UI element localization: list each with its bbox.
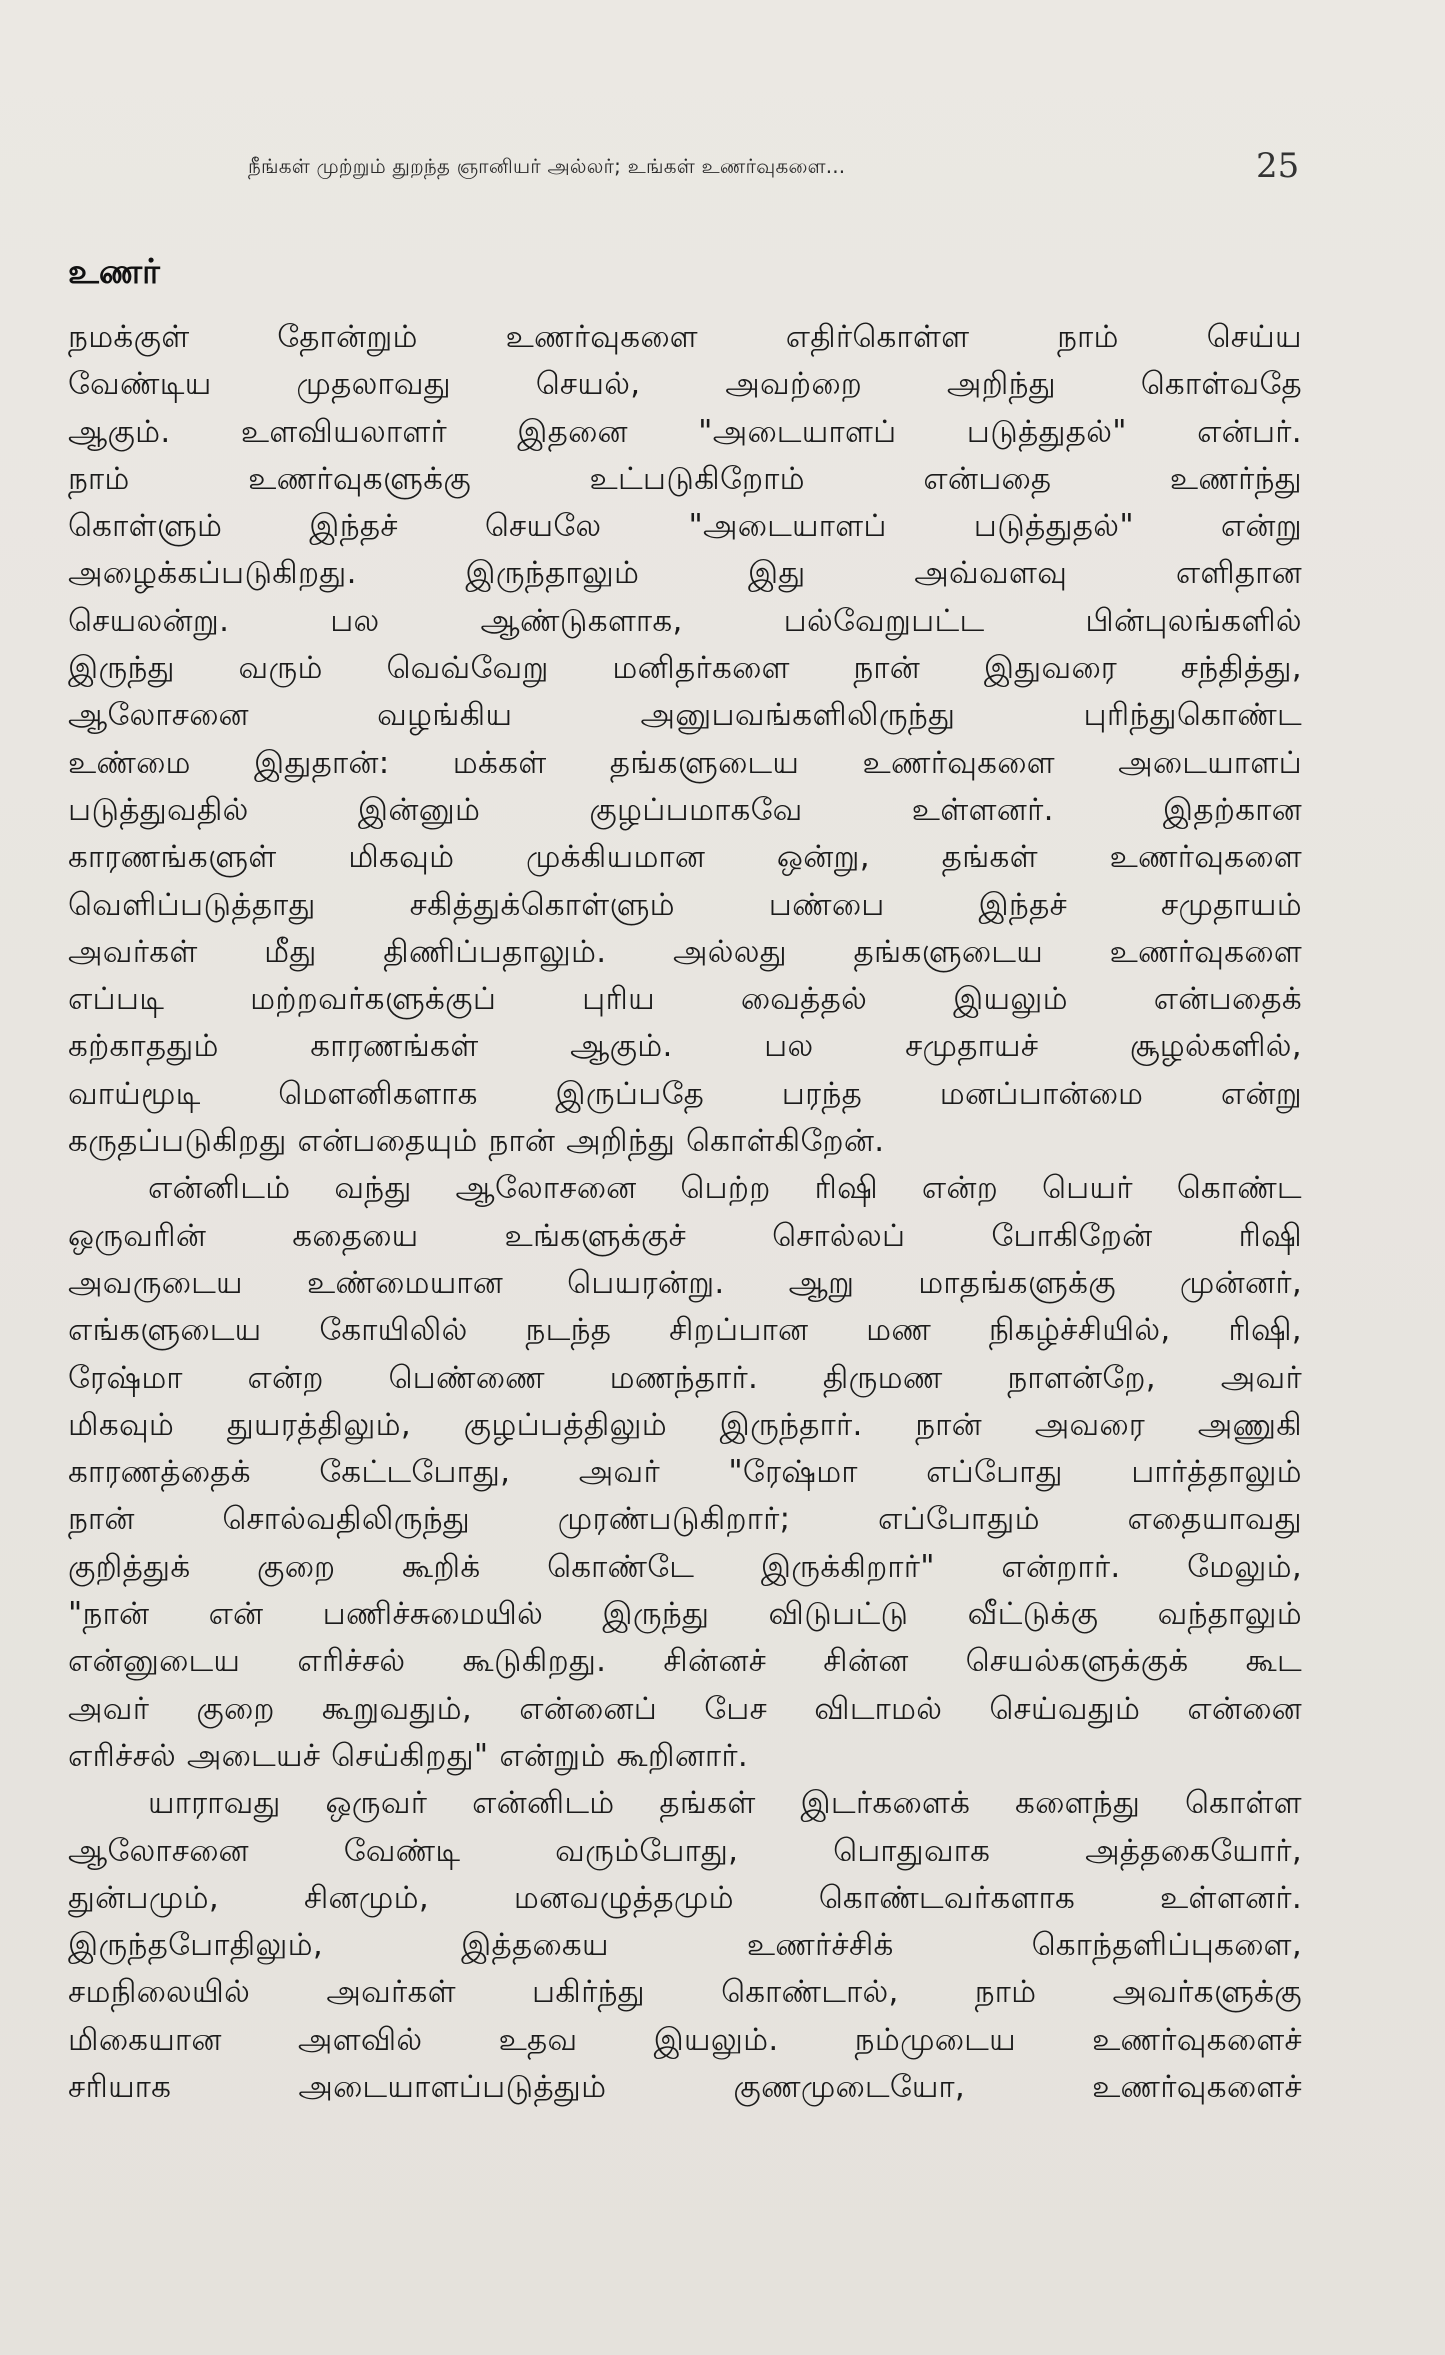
text-line xyxy=(68,1780,1302,1827)
word: பேச xyxy=(704,1690,768,1727)
word: சின்ன xyxy=(823,1643,909,1680)
word: செய்கிறது" xyxy=(331,1737,489,1774)
word: உள்ளனர். xyxy=(1160,1879,1302,1916)
word: அவரை xyxy=(1034,1406,1146,1443)
word: நான் xyxy=(488,1123,556,1160)
word: என்பதையும் xyxy=(297,1123,478,1160)
word: அத்தகையோர், xyxy=(1085,1832,1302,1869)
word: எதையாவது xyxy=(1127,1501,1302,1538)
word: நான் xyxy=(853,650,921,687)
word: அடையாளப் xyxy=(1118,744,1302,781)
word: உணர்வுகளுக்கு xyxy=(248,460,472,497)
word: இருப்பதே xyxy=(555,1075,705,1112)
word: மௌனிகளாக xyxy=(278,1075,478,1112)
word: இன்னும் xyxy=(357,791,481,828)
word: பொதுவாக xyxy=(833,1832,991,1869)
word: தங்கள் xyxy=(941,839,1038,876)
word: வெவ்வேறு xyxy=(386,650,549,687)
word: நாம் xyxy=(68,460,130,497)
text-line xyxy=(68,976,1302,1023)
word: உணர்ச்சிக் xyxy=(746,1927,894,1964)
word: அறிந்து xyxy=(566,1123,676,1160)
word: சினமும், xyxy=(303,1879,429,1916)
word: ரிஷி xyxy=(1238,1217,1302,1254)
word: கோயிலில் xyxy=(319,1312,468,1349)
word: ஒருவர் xyxy=(325,1785,428,1822)
word: புரிய xyxy=(582,981,655,1018)
running-header: நீங்கள் முற்றும் துறந்த ஞானியர் அல்லர்; உங்கள் உணர்வுகளை... xyxy=(248,154,846,178)
word: பெண்ணை xyxy=(388,1359,545,1396)
word: குறை xyxy=(196,1690,275,1727)
word: உணர்வுகளைச் xyxy=(1092,2021,1302,2058)
word: ஆலோசனை xyxy=(455,1170,637,1207)
body-text xyxy=(68,314,1302,2111)
word: சிறப்பான xyxy=(669,1312,809,1349)
word: கூடுகிறது. xyxy=(462,1643,607,1680)
word: காரணங்கள் xyxy=(310,1028,479,1065)
word: கொள்வதே xyxy=(1140,366,1302,403)
word: முக்கியமான xyxy=(526,839,706,876)
text-line xyxy=(68,409,1302,456)
word: உணர்வுகளை xyxy=(505,319,698,355)
word: என்னை xyxy=(1187,1690,1302,1727)
word: வந்தாலும் xyxy=(1157,1596,1302,1633)
word: குணமுடையோ, xyxy=(733,2068,966,2105)
word: வைத்தல் xyxy=(740,981,868,1018)
word: அவர்கள் xyxy=(68,933,198,970)
text-line xyxy=(68,550,1302,597)
word: ஆகும். xyxy=(68,413,171,450)
word: இத்தகைய xyxy=(461,1927,609,1964)
text-line xyxy=(68,1023,1302,1070)
word: அவர் xyxy=(68,1690,150,1727)
word: எரிச்சல் xyxy=(68,1737,177,1774)
word: கருதப்படுகிறது xyxy=(68,1123,287,1160)
word: தங்களுடைய xyxy=(609,744,800,781)
text-line xyxy=(68,1733,1302,1780)
text-line xyxy=(68,1165,1302,1212)
word: அனுபவங்களிலிருந்து xyxy=(640,697,956,734)
word: உங்களுக்குச் xyxy=(504,1217,687,1254)
word: படுத்துதல்" xyxy=(973,508,1134,545)
word: சமநிலையில் xyxy=(68,1974,251,2011)
word: கொள்கிறேன். xyxy=(686,1123,885,1160)
word: ரேஷ்மா xyxy=(68,1359,183,1396)
word: இருந்தபோதிலும், xyxy=(68,1927,324,1964)
word: பகிர்ந்து xyxy=(532,1974,645,2011)
word: என்றார். xyxy=(1001,1548,1121,1585)
word: தோன்றும் xyxy=(277,319,418,355)
word: கொள்ளும் xyxy=(68,508,223,545)
word: அவருடைய xyxy=(68,1264,243,1301)
word: அடையாளப்படுத்தும் xyxy=(298,2068,607,2105)
word: ரிஷி xyxy=(814,1170,878,1207)
word: என்ற xyxy=(921,1170,999,1207)
word: குழப்பமாகவே xyxy=(589,791,803,828)
word: கொண்டே xyxy=(547,1548,695,1585)
word: பல்வேறுபட்ட xyxy=(783,602,985,639)
word: தங்களுடைய xyxy=(853,933,1044,970)
word: மக்கள் xyxy=(452,744,547,781)
word: உண்மையான xyxy=(306,1264,504,1301)
word: நிகழ்ச்சியில், xyxy=(988,1312,1171,1349)
word: நம்முடைய xyxy=(854,2021,1016,2058)
word: என்று xyxy=(1220,1075,1302,1112)
word: எளிதான xyxy=(1175,555,1302,592)
word: இருந்து xyxy=(68,650,175,687)
text-line xyxy=(68,1355,1302,1402)
word: சமுதாயம் xyxy=(1160,886,1302,923)
word: துன்பமும், xyxy=(68,1879,220,1916)
word: பண்பை xyxy=(768,886,885,923)
word: அளவில் xyxy=(297,2021,423,2058)
word: நான் xyxy=(915,1406,983,1443)
word: இருந்தார். xyxy=(719,1406,863,1443)
word: ஒன்று, xyxy=(776,839,870,876)
text-line xyxy=(68,1922,1302,1969)
text-line xyxy=(68,1213,1302,1260)
word: சூழல்களில், xyxy=(1129,1028,1302,1065)
word: உணர்வுகளைச் xyxy=(1092,2068,1302,2105)
word: விடாமல் xyxy=(814,1690,943,1727)
word: மண xyxy=(866,1312,932,1349)
word: மணந்தார். xyxy=(609,1359,759,1396)
word: கேட்டபோது, xyxy=(319,1454,511,1491)
text-line xyxy=(68,1402,1302,1449)
word: குழப்பத்திலும் xyxy=(463,1406,667,1443)
word: ஆகும். xyxy=(570,1028,673,1065)
text-line xyxy=(68,1638,1302,1685)
word: மனவழுத்தமும் xyxy=(513,1879,734,1916)
word: கொண்ட xyxy=(1176,1170,1302,1207)
word: உள்ளனர். xyxy=(911,791,1054,828)
word: சின்னச் xyxy=(663,1643,767,1680)
word: எப்போதும் xyxy=(877,1501,1040,1538)
text-line xyxy=(68,314,1302,361)
word: வெளிப்படுத்தாது xyxy=(68,886,316,923)
word: பார்த்தாலும் xyxy=(1131,1454,1302,1491)
word: அறிந்து xyxy=(946,366,1056,403)
word: நான் xyxy=(68,1501,135,1538)
word: மனப்பான்மை xyxy=(939,1075,1144,1112)
word: அவர் xyxy=(1220,1359,1302,1396)
word: உட்படுகிறோம் xyxy=(589,460,805,497)
word: வேண்டி xyxy=(343,1832,461,1869)
word: என்னுடைய xyxy=(68,1643,241,1680)
word: என்னிடம் xyxy=(472,1785,615,1822)
word: படுத்துதல்" xyxy=(966,413,1127,450)
word: கூறுவதும், xyxy=(321,1690,473,1727)
word: நடந்த xyxy=(525,1312,612,1349)
word: இதுதான்: xyxy=(254,744,390,781)
text-line xyxy=(68,929,1302,976)
word: காரணத்தைக் xyxy=(68,1454,251,1491)
word: கூறிக் xyxy=(402,1548,481,1585)
word: இதுவரை xyxy=(983,650,1118,687)
word: எப்போது xyxy=(926,1454,1063,1491)
word: ஆலோசனை xyxy=(68,697,249,734)
word: இயலும். xyxy=(653,2021,779,2058)
word: ஒருவரின் xyxy=(68,1217,207,1254)
word: துயரத்திலும், xyxy=(226,1406,412,1443)
word: வரும் xyxy=(238,650,323,687)
word: வீட்டுக்கு xyxy=(967,1596,1099,1633)
word: எரிச்சல் xyxy=(297,1643,406,1680)
word: செயலே xyxy=(484,508,602,545)
word: மிகவும் xyxy=(68,1406,175,1443)
word: கூறினார். xyxy=(616,1737,749,1774)
word: உளவியலாளர் xyxy=(240,413,447,450)
word: ஆண்டுகளாக, xyxy=(480,602,683,639)
word: சகித்துக்கொள்ளும் xyxy=(409,886,675,923)
section-heading: உணர் xyxy=(68,252,160,292)
word: பெயர் xyxy=(1041,1170,1133,1207)
word: "ரேஷ்மா xyxy=(728,1454,858,1491)
word: பல xyxy=(330,602,380,639)
word: தங்கள் xyxy=(659,1785,756,1822)
word: நாம் xyxy=(1057,319,1119,355)
word: ரிஷி, xyxy=(1228,1312,1302,1349)
word: அவ்வளவு xyxy=(914,555,1068,592)
word: பணிச்சுமையில் xyxy=(322,1596,544,1633)
word: என்று xyxy=(1220,508,1302,545)
word: உணர்வுகளை xyxy=(1109,839,1302,876)
text-line xyxy=(68,2017,1302,2064)
word: அல்லது xyxy=(672,933,787,970)
word: செய்ய xyxy=(1206,319,1302,355)
word: முன்னர், xyxy=(1179,1264,1302,1301)
word: பின்புலங்களில் xyxy=(1085,602,1302,639)
word: உணர்வுகளை xyxy=(862,744,1055,781)
word: இது xyxy=(747,555,806,592)
word: புரிந்துகொண்ட xyxy=(1083,697,1302,734)
text-line xyxy=(68,503,1302,550)
word: களைந்து xyxy=(1015,1785,1141,1822)
word: முரண்படுகிறார்; xyxy=(557,1501,791,1538)
word: எப்படி xyxy=(68,981,165,1018)
word: அவர்களுக்கு xyxy=(1112,1974,1302,2011)
word: படுத்துவதில் xyxy=(68,791,249,828)
word: இருந்தாலும் xyxy=(465,555,640,592)
word: எதிர்கொள்ள xyxy=(785,319,970,355)
word: குறித்துக் xyxy=(68,1548,191,1585)
word: திருமண xyxy=(822,1359,943,1396)
word: வந்து xyxy=(334,1170,412,1207)
word: வேண்டிய xyxy=(68,366,212,403)
word: அடையச் xyxy=(186,1737,321,1774)
word: இருக்கிறார்" xyxy=(760,1548,935,1585)
word: என்னைப் xyxy=(519,1690,658,1727)
word: "அடையாளப் xyxy=(688,508,887,545)
text-line xyxy=(68,1828,1302,1875)
word: மீது xyxy=(264,933,317,970)
word: மேலும், xyxy=(1187,1548,1302,1585)
word: இயலும் xyxy=(953,981,1068,1018)
word: சந்தித்து, xyxy=(1180,650,1302,687)
text-line xyxy=(68,882,1302,929)
word: செயல், xyxy=(535,366,641,403)
word: கொண்டால், xyxy=(721,1974,899,2011)
word: பெயரன்று. xyxy=(567,1264,725,1301)
word: முதலாவது xyxy=(296,366,451,403)
word: அணுகி xyxy=(1197,1406,1302,1443)
word: ஆறு xyxy=(788,1264,855,1301)
page-number: 25 xyxy=(1256,146,1300,186)
text-line xyxy=(68,1496,1302,1543)
word: காரணங்களுள் xyxy=(68,839,277,876)
word: திணிப்பதாலும். xyxy=(383,933,607,970)
word: செய்வதும் xyxy=(989,1690,1141,1727)
word: நாளன்றே, xyxy=(1007,1359,1156,1396)
word: "நான் xyxy=(68,1596,150,1633)
word: இதற்கான xyxy=(1162,791,1302,828)
word: அவர் xyxy=(578,1454,660,1491)
word: கூட xyxy=(1245,1643,1302,1680)
word: விடுபட்டு xyxy=(768,1596,909,1633)
word: சரியாக xyxy=(68,2068,172,2105)
word: அவர்கள் xyxy=(326,1974,456,2011)
word: வாய்மூடி xyxy=(68,1075,201,1112)
word: நமக்குள் xyxy=(68,319,190,355)
text-line xyxy=(68,1875,1302,1922)
word: கற்காததும் xyxy=(68,1028,219,1065)
text-line xyxy=(68,1591,1302,1638)
word: மிகையான xyxy=(68,2021,222,2058)
word: பரந்த xyxy=(781,1075,863,1112)
word: என்ற xyxy=(247,1359,324,1396)
text-line xyxy=(68,787,1302,834)
word: ஆலோசனை xyxy=(68,1832,249,1869)
word: உதவ xyxy=(498,2021,578,2058)
text-line xyxy=(68,1544,1302,1591)
word: அவற்றை xyxy=(725,366,863,403)
text-line xyxy=(68,1449,1302,1496)
word: மற்றவர்களுக்குப் xyxy=(250,981,497,1018)
word: இடர்களைக் xyxy=(800,1785,971,1822)
text-line xyxy=(68,692,1302,739)
word: என்பதை xyxy=(923,460,1052,497)
word: பல xyxy=(764,1028,814,1065)
text-line xyxy=(68,1071,1302,1118)
word: சொல்லப் xyxy=(772,1217,906,1254)
word: கொந்தளிப்புகளை, xyxy=(1031,1927,1302,1964)
word: என்பதைக் xyxy=(1153,981,1302,1018)
word: கொள்ள xyxy=(1184,1785,1302,1822)
word: சொல்வதிலிருந்து xyxy=(222,1501,471,1538)
text-line xyxy=(68,2064,1302,2111)
word: மிகவும் xyxy=(348,839,455,876)
text-line xyxy=(68,1307,1302,1354)
word: என்னிடம் xyxy=(148,1170,291,1207)
word: இதனை xyxy=(517,413,628,450)
word: யாராவது xyxy=(148,1785,281,1822)
word: என்பர். xyxy=(1197,413,1302,450)
word: இந்தச் xyxy=(978,886,1068,923)
word: இந்தச் xyxy=(309,508,398,545)
word: போகிறேன் xyxy=(991,1217,1153,1254)
word: என்றும் xyxy=(499,1737,606,1774)
word: எங்களுடைய xyxy=(68,1312,262,1349)
word: உணர்வுகளை xyxy=(1109,933,1302,970)
text-line xyxy=(68,1260,1302,1307)
word: என் xyxy=(208,1596,264,1633)
word: சமுதாயச் xyxy=(905,1028,1039,1065)
word: உண்மை xyxy=(68,744,191,781)
word: கதையை xyxy=(292,1217,419,1254)
word: அழைக்கப்படுகிறது. xyxy=(68,555,357,592)
word: "அடையாளப் xyxy=(698,413,897,450)
text-line xyxy=(68,645,1302,692)
word: செயல்களுக்குக் xyxy=(965,1643,1189,1680)
word: வழங்கிய xyxy=(377,697,513,734)
text-line xyxy=(68,1686,1302,1733)
text-line xyxy=(68,1118,1302,1165)
word: நாம் xyxy=(974,1974,1037,2011)
word: உணர்ந்து xyxy=(1169,460,1302,497)
word: கொண்டவர்களாக xyxy=(818,1879,1076,1916)
text-line xyxy=(68,598,1302,645)
text-line xyxy=(68,456,1302,503)
word: இருந்து xyxy=(602,1596,710,1633)
word: மாதங்களுக்கு xyxy=(918,1264,1116,1301)
word: செயலன்று. xyxy=(68,602,230,639)
word: வரும்போது, xyxy=(555,1832,739,1869)
text-line xyxy=(68,834,1302,881)
text-line xyxy=(68,361,1302,408)
word: குறை xyxy=(257,1548,336,1585)
word: மனிதர்களை xyxy=(612,650,790,687)
text-line xyxy=(68,1969,1302,2016)
text-line xyxy=(68,740,1302,787)
word: பெற்ற xyxy=(680,1170,771,1207)
